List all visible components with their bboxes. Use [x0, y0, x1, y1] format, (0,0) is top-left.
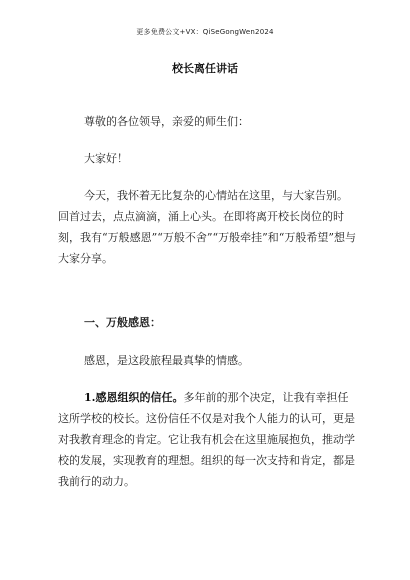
intro-paragraph: 今天，我怀着无比复杂的心情站在这里，与大家告别。回首过去，点点滴滴，涌上心头。在即将离开校长岗位的时刻，我有“万般感恩”“万般不舍”“万般牵挂”和“万般希望”想与大家分享。: [58, 189, 356, 265]
point-paragraph: [58, 387, 358, 492]
point-body: 多年前的那个决定，让我有幸担任这所学校的校长。这份信任不仅是对我个人能力的认可，更是对我教育理念的肯定。它让我有机会在这里施展抱负，推动学校的发展，实现教育的理想。组织的每一次支持和肯定，都是我前行的动力。: [58, 391, 355, 488]
document-title: 校长离任讲话: [172, 62, 238, 75]
header-note: 更多免费公文+VX：QiSeGongWen2024: [136, 28, 274, 36]
section-heading: 一、万般感恩：: [84, 316, 161, 329]
point-lead: 1.感恩组织的信任。: [84, 391, 184, 404]
greeting-line: 大家好！: [84, 152, 128, 165]
salutation: 尊敬的各位领导，亲爱的师生们：: [84, 115, 249, 128]
section-intro: 感恩，是这段旅程最真挚的情感。: [84, 354, 249, 367]
